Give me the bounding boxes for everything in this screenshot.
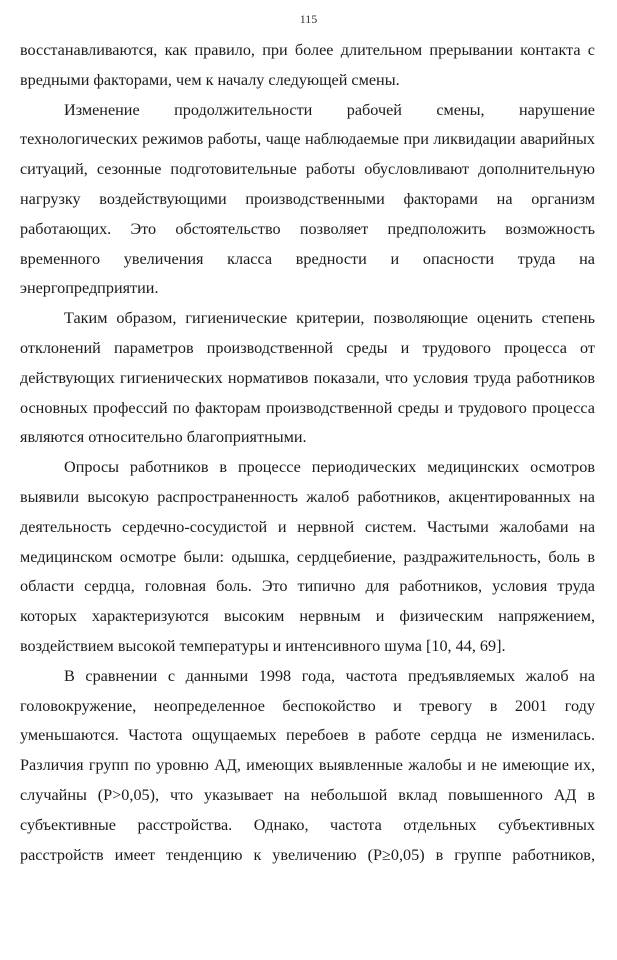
paragraph-continuation: восстанавливаются, как правило, при более длительном прерывании контакта с вредными факторами, чем к началу следующей смены.	[20, 41, 595, 89]
paragraph-shift-changes: Изменение продолжительности рабочей смены, нарушение технологических режимов работы, чаще наблюдаемые при ликвидации аварийных ситуаций, сезонные подготовительные работы обусловливают дополнительную нагрузку воздействующими производственными факторами на организм работающих. Это обстоятельство позволяет предположить возможность временного увеличения класса вредности и опасности труда на энергопредприятии.	[20, 100, 595, 298]
page-number: 115	[299, 12, 318, 26]
document-body	[20, 36, 595, 870]
paragraph-worker-surveys: Опросы работников в процессе периодических медицинских осмотров выявили высокую распространенность жалоб работников, акцентированных на деятельность сердечно-сосудистой и нервной систем. Частыми жалобами на медицинском осмотре были: одышка, сердцебиение, раздражительность, боль в области сердца, головная боль. Это типично для работников, условия труда которых характеризуются высоким нервным и физическим напряжением, воздействием высокой температуры и интенсивного шума [10, 44, 69].	[20, 458, 595, 655]
paragraph-comparison-1998: В сравнении с данными 1998 года, частота предъявляемых жалоб на головокружение, неопределенное беспокойство и тревогу в 2001 году уменьшаются. Частота ощущаемых перебоев в работе сердца не изменилась. Различия групп по уровню АД, имеющих выявленные жалобы и не имеющие их, случайны (Р>0,05), что указывает на небольшой вклад повышенного АД в субъективные расстройства. Однако, частота отдельных субъективных расстройств имеет тенденцию к увеличению (Р≥0,05) в группе работников,	[20, 666, 595, 864]
paragraph-hygienic-criteria: Таким образом, гигиенические критерии, позволяющие оценить степень отклонений параметров производственной среды и трудового процесса от действующих гигиенических нормативов показали, что условия труда работников основных профессий по факторам производственной среды и трудового процесса являются относительно благоприятными.	[20, 309, 595, 447]
